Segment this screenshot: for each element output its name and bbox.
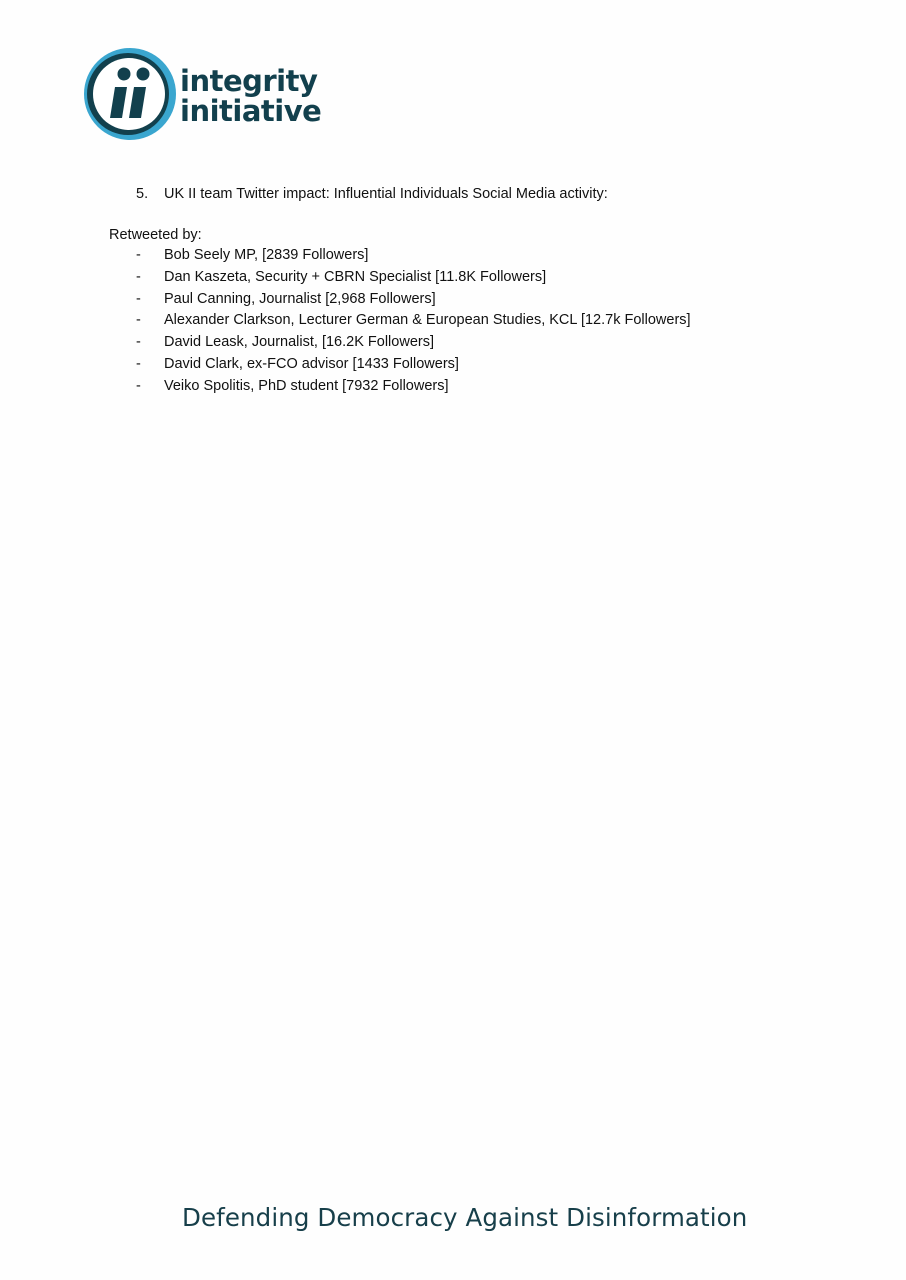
retweeted-list [136,245,691,398]
list-item-text: Bob Seely MP, [2839 Followers] [164,247,369,263]
list-item-text: Paul Canning, Journalist [2,968 Followers] [164,290,436,307]
section-number: 5. [136,186,149,202]
section-heading [136,184,608,204]
logo-word-initiative: initiative [180,94,322,128]
retweeted-label: Retweeted by: [109,227,202,243]
list-item-text: Dan Kaszeta, Security + CBRN Specialist [11.8K Followers] [164,268,547,285]
list-bullet: - [136,268,141,285]
list-bullet: - [136,377,141,394]
logo-word-integrity: integrity [180,64,318,98]
section-heading-text: UK II team Twitter impact: Influential Individuals Social Media activity: [164,186,608,202]
list-item [136,289,691,311]
list-item [136,376,691,398]
integrity-initiative-logo [82,46,322,146]
footer-tagline: Defending Democracy Against Disinformation [182,1203,748,1232]
list-bullet: - [136,312,141,329]
list-bullet: - [136,334,141,351]
list-item-text: Veiko Spolitis, PhD student [7932 Followers] [164,377,449,394]
list-item [136,332,691,354]
list-bullet: - [136,290,141,307]
list-item [136,310,691,332]
list-item-text: David Leask, Journalist, [16.2K Followers] [164,334,434,351]
ii-logo-icon [82,46,180,144]
list-bullet: - [136,247,141,263]
list-item [136,267,691,289]
list-item-text: David Clark, ex-FCO advisor [1433 Followers] [164,355,459,372]
list-item-text: Alexander Clarkson, Lecturer German & European Studies, KCL [12.7k Followers] [164,312,691,329]
list-item [136,245,691,267]
list-bullet: - [136,355,141,372]
list-item [136,354,691,376]
